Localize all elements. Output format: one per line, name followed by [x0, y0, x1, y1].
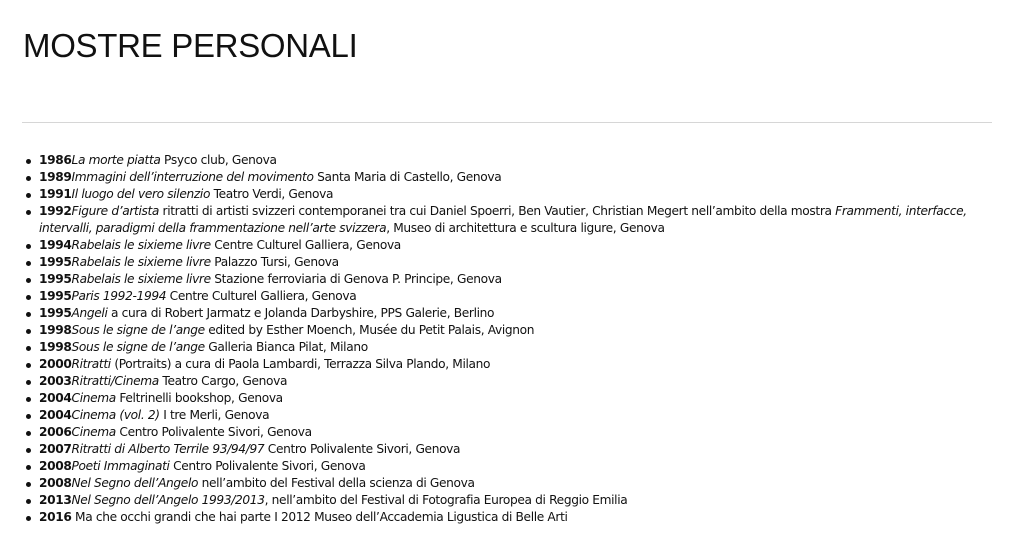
exhibition-details: Centre Culturel Galliera, Genova: [166, 289, 357, 303]
exhibition-details: , Museo di architettura e scultura ligure, Genova: [386, 221, 665, 235]
exhibition-item: [39, 152, 1004, 169]
exhibition-details: Teatro Cargo, Genova: [158, 374, 288, 388]
exhibition-year: 2000: [39, 357, 72, 371]
exhibition-details: Centro Polivalente Sivori, Genova: [264, 442, 461, 456]
exhibition-details: Santa Maria di Castello, Genova: [313, 170, 502, 184]
exhibition-title: Angeli: [71, 306, 108, 320]
exhibition-title: Cinema: [71, 391, 116, 405]
exhibition-title: Rabelais le sixieme livre: [71, 255, 211, 269]
exhibition-item: [39, 305, 1004, 322]
exhibition-context-title: Frammenti, interfacce, intervalli, paradigmi della frammentazione nell’arte svizzera: [39, 204, 967, 235]
exhibition-year: 1995: [39, 272, 72, 286]
exhibition-title: Immagini dell’interruzione del movimento: [71, 170, 314, 184]
exhibition-details: , nell’ambito del Festival di Fotografia Europea di Reggio Emilia: [264, 493, 628, 507]
exhibition-year: 2004: [39, 391, 72, 405]
exhibition-list: [23, 152, 1004, 526]
exhibition-title: Rabelais le sixieme livre: [71, 272, 211, 286]
exhibition-details: Psyco club, Genova: [160, 153, 277, 167]
exhibition-item: [39, 271, 1004, 288]
exhibition-item: [39, 390, 1004, 407]
exhibition-year: 2007: [39, 442, 72, 456]
exhibition-title: Sous le signe de l’ange: [71, 340, 205, 354]
exhibition-year: 1991: [39, 187, 72, 201]
exhibition-item: [39, 322, 1004, 339]
exhibition-item: [39, 356, 1004, 373]
exhibition-item: [39, 407, 1004, 424]
exhibition-details: Centre Culturel Galliera, Genova: [210, 238, 401, 252]
exhibition-title: Il luogo del vero silenzio: [71, 187, 211, 201]
exhibition-item: [39, 373, 1004, 390]
exhibition-year: 2013: [39, 493, 72, 507]
exhibition-details: Teatro Verdi, Genova: [210, 187, 334, 201]
exhibition-year: 2003: [39, 374, 72, 388]
exhibition-details: edited by Esther Moench, Musée du Petit Palais, Avignon: [204, 323, 535, 337]
exhibition-details: Feltrinelli bookshop, Genova: [115, 391, 283, 405]
exhibition-item: [39, 441, 1004, 458]
exhibition-details: Palazzo Tursi, Genova: [210, 255, 339, 269]
exhibition-details: Centro Polivalente Sivori, Genova: [169, 459, 366, 473]
exhibition-year: 1986: [39, 153, 72, 167]
exhibition-year: 1994: [39, 238, 72, 252]
exhibition-details: (Portraits) a cura di Paola Lambardi, Terrazza Silva Plando, Milano: [110, 357, 491, 371]
exhibition-item: [39, 203, 1004, 237]
exhibition-item: [39, 339, 1004, 356]
exhibition-year: 1992: [39, 204, 72, 218]
exhibition-year: 2004: [39, 408, 72, 422]
exhibition-item: [39, 237, 1004, 254]
exhibition-details: Galleria Bianca Pilat, Milano: [204, 340, 368, 354]
exhibition-item: [39, 169, 1004, 186]
exhibition-year: 1995: [39, 306, 72, 320]
exhibition-year: 1995: [39, 255, 72, 269]
exhibition-title: Ritratti/Cinema: [71, 374, 159, 388]
exhibition-title: Nel Segno dell’Angelo: [71, 476, 199, 490]
exhibition-details: ritratti di artisti svizzeri contemporanei tra cui Daniel Spoerri, Ben Vautier, Christian Megert nell’ambito della mostra: [159, 204, 836, 218]
exhibition-title: Figure d’artista: [71, 204, 160, 218]
exhibition-title: Sous le signe de l’ange: [71, 323, 205, 337]
exhibition-item: [39, 186, 1004, 203]
exhibition-title: Cinema (vol. 2): [71, 408, 160, 422]
exhibition-item: [39, 254, 1004, 271]
exhibition-item: [39, 458, 1004, 475]
exhibition-item: [39, 509, 1004, 526]
exhibition-item: [39, 424, 1004, 441]
exhibition-year: 1995: [39, 289, 72, 303]
exhibition-title: Poeti Immaginati: [71, 459, 170, 473]
exhibition-year: 1998: [39, 323, 72, 337]
exhibition-title: La morte piatta: [71, 153, 161, 167]
exhibition-item: [39, 475, 1004, 492]
exhibition-details: Ma che occhi grandi che hai parte I 2012 Museo dell’Accademia Ligustica di Belle Arti: [71, 510, 568, 524]
exhibition-year: 1989: [39, 170, 72, 184]
exhibition-details: Stazione ferroviaria di Genova P. Principe, Genova: [210, 272, 502, 286]
exhibition-title: Ritratti: [71, 357, 111, 371]
exhibition-item: [39, 492, 1004, 509]
exhibition-year: 1998: [39, 340, 72, 354]
exhibition-year: 2016: [39, 510, 72, 524]
exhibition-year: 2006: [39, 425, 72, 439]
exhibition-details: Centro Polivalente Sivori, Genova: [115, 425, 312, 439]
divider: [22, 122, 992, 123]
exhibition-title: Nel Segno dell’Angelo 1993/2013: [71, 493, 265, 507]
exhibition-title: Ritratti di Alberto Terrile 93/94/97: [71, 442, 265, 456]
exhibition-item: [39, 288, 1004, 305]
exhibition-details: I tre Merli, Genova: [159, 408, 270, 422]
exhibition-details: a cura di Robert Jarmatz e Jolanda Darbyshire, PPS Galerie, Berlino: [107, 306, 495, 320]
exhibition-details: nell’ambito del Festival della scienza di Genova: [198, 476, 475, 490]
exhibition-year: 2008: [39, 476, 72, 490]
page-title: MOSTRE PERSONALI: [23, 27, 358, 64]
exhibition-title: Rabelais le sixieme livre: [71, 238, 211, 252]
exhibition-year: 2008: [39, 459, 72, 473]
exhibition-title: Cinema: [71, 425, 116, 439]
exhibition-title: Paris 1992-1994: [71, 289, 167, 303]
